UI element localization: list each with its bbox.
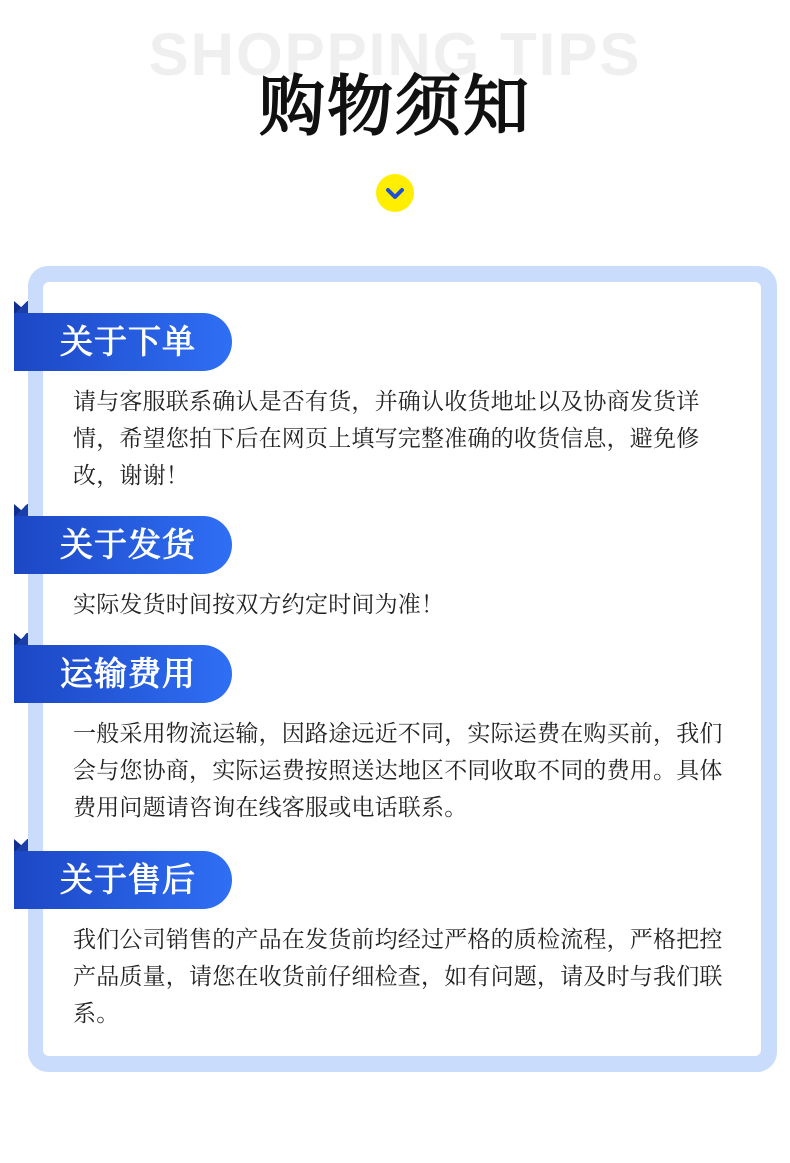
section-tag-freight <box>14 645 232 703</box>
page-title: 购物须知 <box>259 68 531 145</box>
section-title-freight: 运输费用 <box>60 654 196 693</box>
section-title-shipping: 关于发货 <box>60 525 196 564</box>
chevron-down-icon <box>384 182 406 204</box>
section-tag-shipping <box>14 516 232 574</box>
section-title-aftersale: 关于售后 <box>60 860 196 899</box>
section-body-freight: 一般采用物流运输，因路途远近不同，实际运费在购买前，我们会与您协商，实际运费按照送达地区不同收取不同的费用。具体费用问题请咨询在线客服或电话联系。 <box>73 721 723 821</box>
header-background-text: SHOPPING TIPS <box>148 21 642 88</box>
chevron-badge[interactable] <box>376 174 414 212</box>
section-tag-aftersale <box>14 851 232 909</box>
section-body-order: 请与客服联系确认是否有货，并确认收货地址以及协商发货详情，希望您拍下后在网页上填写完整准确的收货信息，避免修改，谢谢！ <box>73 389 700 489</box>
section-body-aftersale: 我们公司销售的产品在发货前均经过严格的质检流程，严格把控产品质量，请您在收货前仔细检查，如有问题，请及时与我们联系。 <box>73 927 723 1027</box>
section-tag-order <box>14 313 232 371</box>
section-body-shipping: 实际发货时间按双方约定时间为准！ <box>73 592 445 618</box>
section-title-order: 关于下单 <box>60 322 196 361</box>
